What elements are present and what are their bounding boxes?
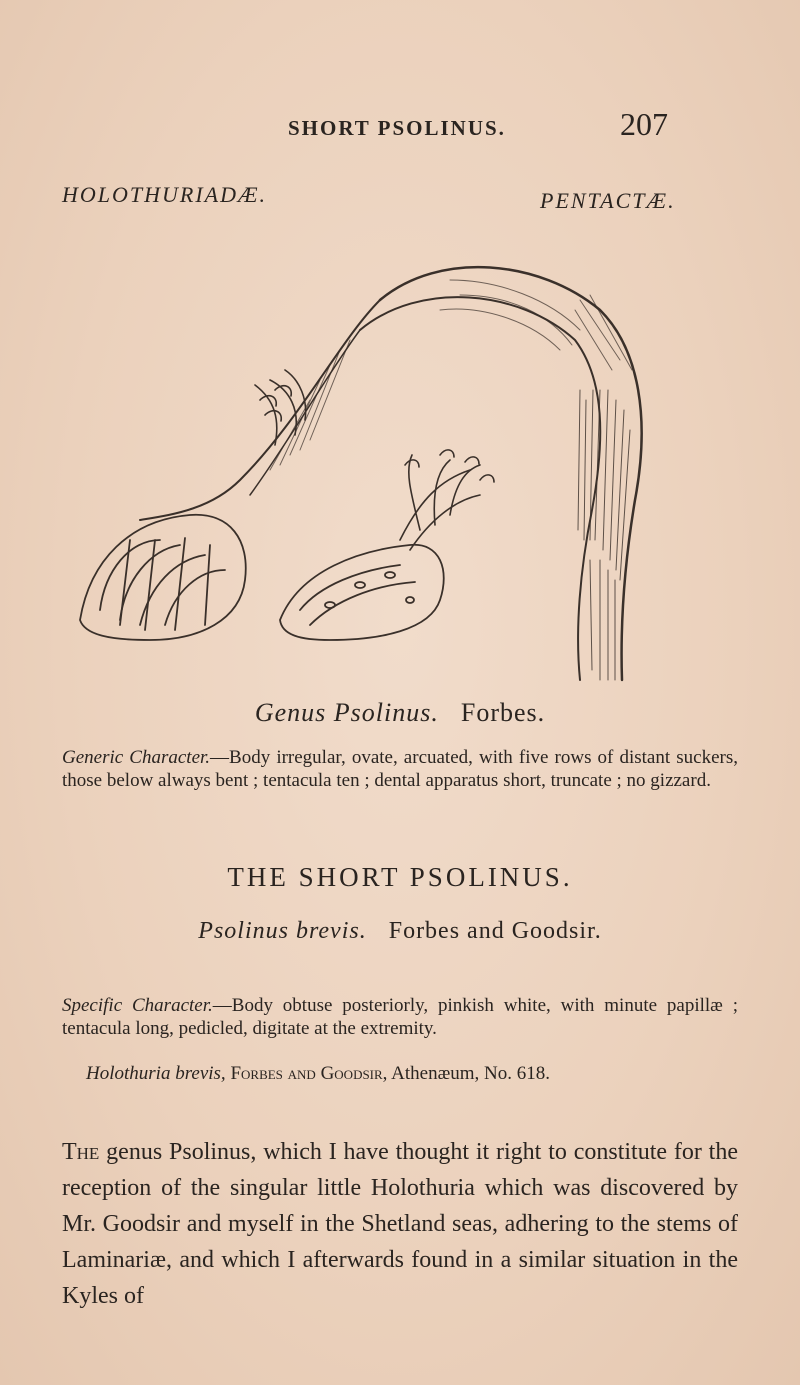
genus-heading — [0, 698, 800, 728]
generic-character-label: Generic Character. — [62, 747, 211, 768]
species-title: THE SHORT PSOLINUS. — [227, 862, 573, 892]
running-head: SHORT PSOLINUS. — [288, 116, 506, 140]
page-number: 207 — [620, 106, 668, 142]
species-authority: Forbes and Goodsir. — [388, 918, 602, 944]
genus-authority: Forbes. — [460, 698, 546, 727]
synonym-name: Holothuria brevis, — [86, 1063, 226, 1084]
species-name: Psolinus brevis. — [198, 918, 367, 944]
psolinus-engraving — [60, 240, 740, 695]
body-initial: The — [62, 1139, 100, 1165]
genus-name: Genus Psolinus. — [254, 698, 439, 727]
species-heading — [0, 918, 800, 945]
generic-character-paragraph — [62, 746, 738, 792]
specific-character-text: —Body obtuse posteriorly, pinkish white, with minute papillæ ; tentacula long, pedicled, digitate at the extremity. — [62, 995, 739, 1039]
specific-character-paragraph — [62, 994, 738, 1040]
synonym-authority: Forbes and Goodsir, — [230, 1063, 388, 1084]
body-paragraph — [62, 1134, 738, 1314]
order-heading: PENTACTÆ. — [540, 188, 676, 213]
specific-character-label: Specific Character. — [62, 995, 213, 1016]
body-text: genus Psolinus, which I have thought it right to constitute for the reception of the singular little Holothuria which was discovered by Mr. Goodsir and myself in the Shetland seas, adhering to the stems of Laminariæ, and which I afterwards found in a similar situation in the Kyles of — [62, 1139, 738, 1309]
family-heading: HOLOTHURIADÆ. — [62, 182, 268, 207]
generic-character-text: —Body irregular, ovate, arcuated, with five rows of distant suckers, those below always bent ; tentacula ten ; dental apparatus short, truncate ; no gizzard. — [62, 747, 738, 791]
synonym-line — [86, 1062, 762, 1085]
synonym-reference: Athenæum, No. 618. — [391, 1063, 550, 1084]
